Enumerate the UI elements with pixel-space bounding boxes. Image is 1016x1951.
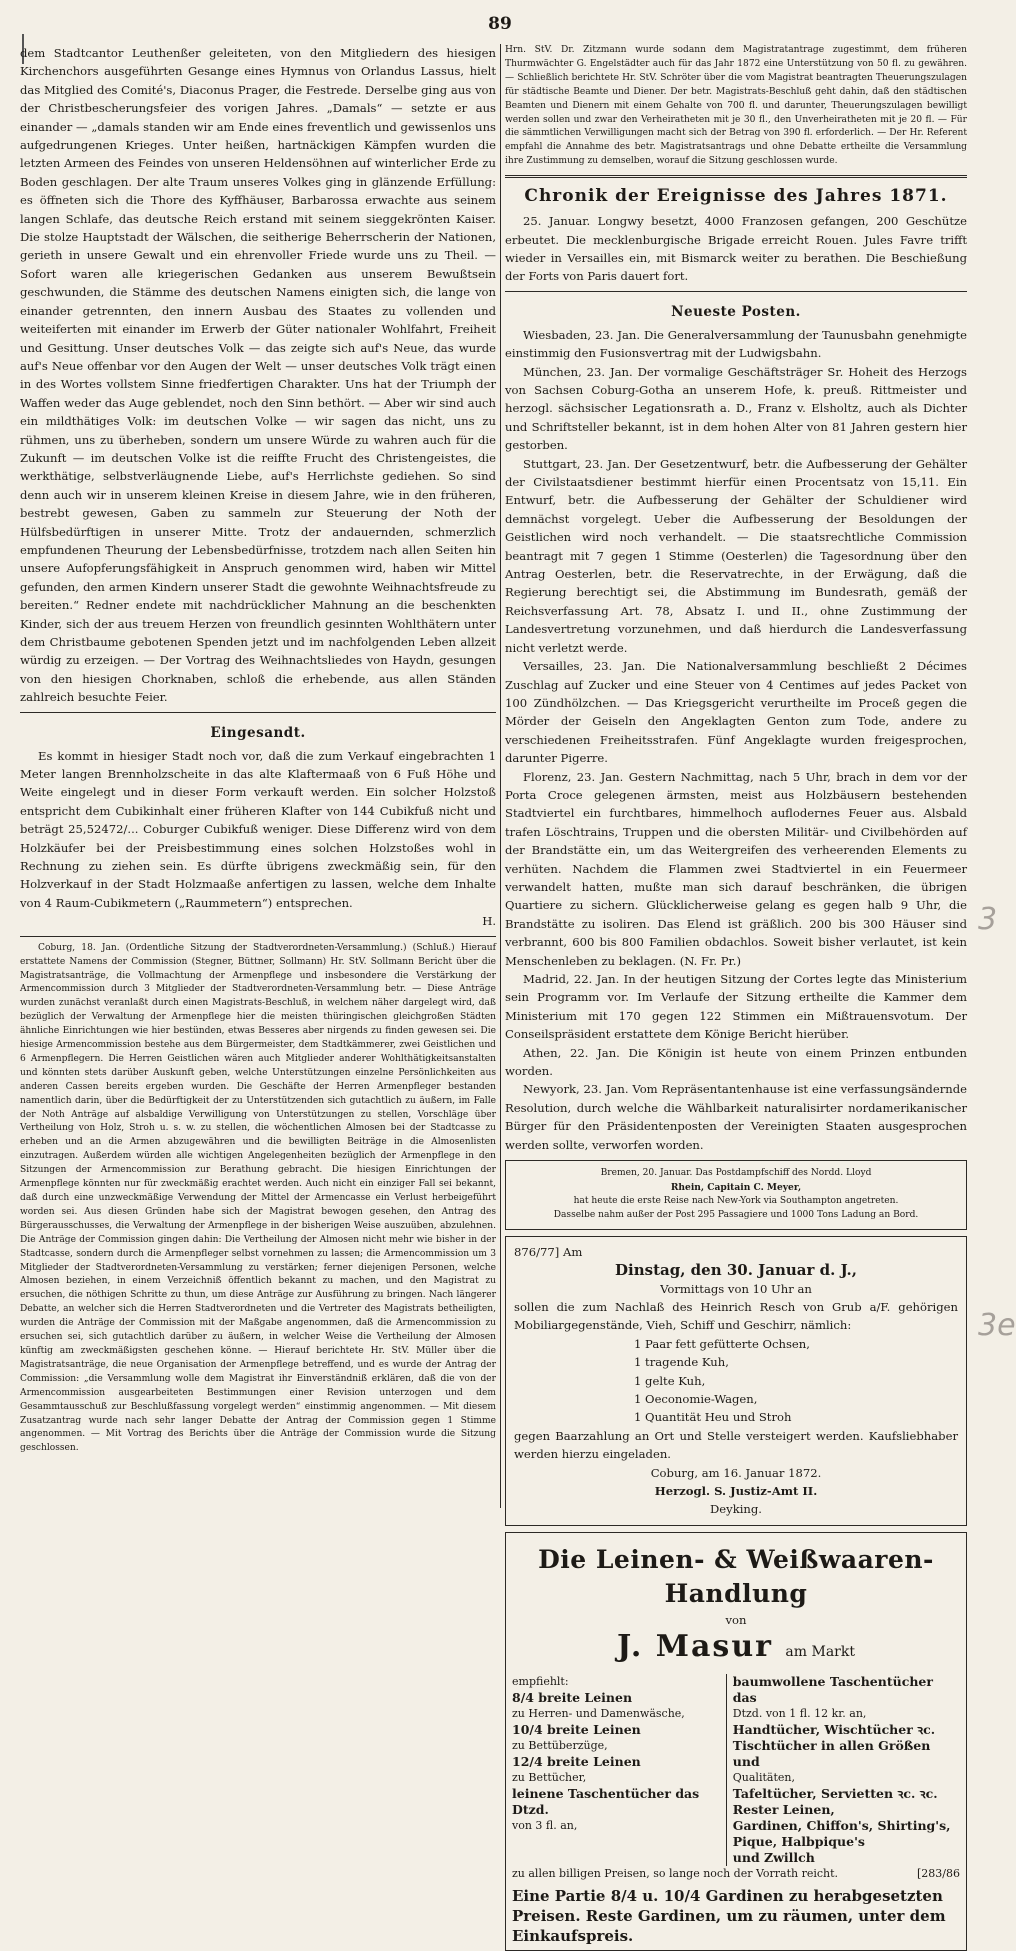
left-column <box>20 44 496 1510</box>
shop-headline: Die Leinen- & Weißwaaren-Handlung <box>538 1544 934 1608</box>
eingesandt-text: Es kommt in hiesiger Stadt noch vor, daß die zum Verkauf eingebrachten 1 Meter langen Brennholzscheite in das alte Klaftermaaß von 6 Fuß Höhe und Weite eingelegt und in dieser Form verkauft werden. Ein solcher Holzstoß entspricht dem Cubikinhalt einer früheren Klafter von 144 Cubikfuß nicht und beträgt 25,52472/... Coburger Cubikfuß weniger. Diese Differenz wird von dem Holzkäufer bei der Preisbestimmung eines solchen Holzstoßes wohl in Rechnung zu ziehen sein. Es dürfte übrigens zweckmäßig sein, für den Holzverkauf in der Stadt Holzmaaße anfertigen zu lassen, welche dem Inhalte von 4 Raum-Cubikmetern („Raummetern“) entsprechen. <box>20 748 496 910</box>
shop-clearance-notice: Eine Partie 8/4 u. 10/4 Gardinen zu herabgesetzten Preisen. Reste Gardinen, um zu räumen, unter dem Einkaufspreis. <box>512 1887 946 1946</box>
auction-office: Herzogl. S. Justiz-Amt II. <box>654 1483 818 1498</box>
shop-item: leinene Taschentücher das Dtzd. <box>512 1786 700 1818</box>
ship-notice-line: hat heute die erste Reise nach New-York via Southampton angetreten. <box>573 1195 899 1206</box>
section-divider <box>505 291 967 292</box>
auction-date: Dinstag, den 30. Januar d. J., <box>615 1261 857 1280</box>
news-item-florenz: Florenz, 23. Jan. Gestern Nachmittag, nach 5 Uhr, brach in dem vor der Porta Croce gelegenen ärmsten, meist aus Holzbäusern bestehenden Stadtviertel ein furchtbares, himmelhoch auflodernes Feuer aus. Alsbald trafen Löschtrains, Truppen und die obersten Militär- und Civilbehörden auf der Brandstätte ein, um das Weitergreifen des verheerenden Elements zu verhüten. Nachdem die Flammen zwei Stadtviertel in ein Feuermeer verwandelt hatten, mußte man sich darauf beschränken, die übrigen Quartiere zu sichern. Glücklicherweise gelang es gegen halb 9 Uhr, die Brandstätte zu isoliren. Das Elend ist gräßlich. 200 bis 300 Häuser sind verbrannt, 600 bis 800 Familien obdachlos. Soweit bisher verlautet, ist kein Menschenleben zu beklagen. (N. Fr. Pr.) <box>505 769 967 968</box>
shop-item: empfiehlt: <box>512 1675 569 1689</box>
auction-item: 1 Paar fett gefütterte Ochsen, <box>634 1336 810 1351</box>
shop-von: von <box>725 1612 747 1627</box>
news-item-muenchen: München, 23. Jan. Der vormalige Geschäftsträger Sr. Hoheit des Herzogs von Sachsen Coburg-Gotha an unserem Hofe, k. preuß. Rittmeister und herzogl. sächsischer Legationsrath a. D., Franz v. Elsholtz, auch als Dichter und Schriftsteller bekannt, ist in dem hohen Alter von 81 Jahren gestern hier gestorben. <box>505 364 967 453</box>
shop-item: 8/4 breite Leinen <box>512 1690 633 1706</box>
shop-item: 10/4 breite Leinen <box>512 1722 641 1738</box>
margin-pencil-mark: 3 <box>978 902 998 937</box>
auction-place-date: Coburg, am 16. Januar 1872. <box>650 1465 822 1480</box>
chronik-entry: 25. Januar. Longwy besetzt, 4000 Franzosen gefangen, 200 Geschütze erbeutet. Die mecklenburgische Brigade erreicht Rouen. Jules Favre trifft wieder in Versailles ein, mit Bismarck weiter zu berathen. Die Beschießung der Forts von Paris dauert fort. <box>505 214 967 284</box>
auction-item: 1 Oeconomie-Wagen, <box>634 1391 758 1406</box>
shop-advertisement <box>505 1532 967 1951</box>
coburg-council-report: Coburg, 18. Jan. (Ordentliche Sitzung der Stadtverordneten-Versammlung.) (Schluß.) Hierauf erstattete Namens der Commission (Stegner, Büttner, Sollmann) Hr. StV. Sollmann Bericht über die Magistratsanträge, die Vollmachtung der Armenpflege und insbesondere die Verstärkung der Armencommission durch 3 Mitglieder der Stadtverordneten-Versammlung betr. — Diese Anträge wurden zunächst veranlaßt durch einen Magistrats-Beschluß, in welchem näher dargelegt wird, daß bezüglich der Verwaltung der Armenpflege hier die meisten thüringischen gleichgroßen Städten ähnliche Einrichtungen wie hier bestünden, etwas Besseres aber nirgends zu finden gewesen sei. Die hiesige Armencommission bestehe aus dem Bürgermeister, dem Stadtkämmerer, zwei Geistlichen und 6 Armenpflegern. Die Herren Geistlichen wären auch Mitglieder anderer Wohlthätigkeitsanstalten und könnten stets darüber Auskunft geben, welche Unterstützungen einzelne Persönlichkeiten aus anderen Cassen bereits ergeben wurden. Die Geschäfte der Herren Armenpfleger bestanden namentlich darin, über die Bedürftigkeit der zu Unterstützenden sich gutachtlich zu äußern, im Falle der Noth Anträge auf alsbaldige Verwilligung von Unterstützungen zu stellen, Vorschläge über Vertheilung von Holz, Stroh u. s. w. zu stellen, die wöchentlichen Almosen bei der Stadtcasse zu erheben und an die Armen abzugewähren und die bewilligten Beiträge in die Almosenlisten einzutragen. Außerdem würden alle wichtigen Angelegenheiten bezüglich der Armenpflege in den Sitzungen der Armencommission zur Berathung gebracht. Die hiesigen Einrichtungen der Armenpflege könnten nur für zweckmäßig erachtet werden. Auch nicht ein einziger Fall sei bekannt, daß durch eine unzweckmäßige Verwendung der Mittel der Armencasse ein Verlust herbeigeführt worden sei. Aus diesen Gründen habe sich der Magistrat bewogen gesehen, den Antrag des Bürgerausschusses, die Verwaltung der Armenpflege in der bisherigen Weise auszuüben, abzulehnen. Die Anträge der Commission gingen dahin: Die Vertheilung der Almosen nicht mehr wie bisher in der Stadtcasse, sondern durch die Armenpfleger selbst vornehmen zu lassen; die Armencommission um 3 Mitglieder der Stadtverordneten-Versammlung zu verstärken; ferner diejenigen Personen, welche Almosen beziehen, in einem Verzeichniß öffentlich bekannt zu machen, und den Magistrat zu ersuchen, die nöthigen Schritte zu thun, um diese Anträge zur Ausführung zu bringen. Nach längerer Debatte, an welcher sich die Herren Stadtverordneten und die Vertreter des Magistrats betheiligten, wurden die Anträge der Commission mit der Maßgabe angenommen, daß die Armencommission zu ersuchen sei, sich gutachtlich darüber zu äußern, in welcher Weise die Vertheilung der Almosen künftig am zweckmäßigsten geschehen könne. — Hierauf berichtete Hr. StV. Müller über die Magistratsanträge, die neue Organisation der Armenpflege betreffend, und es wurde der Antrag der Commission: „die Versammlung wolle dem Magistrat ihr Einverständniß erklären, daß die von der Armencommission ausgearbeiteten Bestimmungen einer Revision unterzogen und dem Gesammtausschuß zur Beschlußfassung vorgelegt werden“ einstimmig angenommen. — Mit diesem Zusatzantrag wurde nach sehr langer Debatte der Antrag der Commission gegen 1 Stimme angenommen. — Mit Vortrag des Berichts über die Anträge der Commission wurde die Sitzung geschlossen. <box>20 942 496 1454</box>
auction-signer: Deyking. <box>709 1502 762 1517</box>
news-item-athen: Athen, 22. Jan. Die Königin ist heute von einem Prinzen entbunden worden. <box>505 1045 967 1079</box>
shop-item: Tischtücher in allen Größen und <box>732 1738 931 1770</box>
news-item-stuttgart: Stuttgart, 23. Jan. Der Gesetzentwurf, betr. die Aufbesserung der Gehälter der Civilstaatsdiener bestimmt hierfür einen Procentsatz von 15,11. Ein Entwurf, betr. die Aufbesserung der Gehälter der Schuldiener wird demnächst vorgelegt. Ueber die Aufbesserung der Besoldungen der Geistlichen wird noch verhandelt. — Die staatsrechtliche Commission beantragt mit 7 gegen 1 Stimme (Oesterlen) die Tagesordnung über den Antrag Oesterlen, betr. die Reservatrechte, in der Erwägung, daß die Regierung berechtigt sei, die Abstimmung im Bundesrath, gemäß der Reichsverfassung Art. 78, Absatz I. und II., ohne Zustimmung der Landesvertretung vorzunehmen, und daß hierdurch die Landesverfassung nicht verletzt werde. <box>505 456 967 655</box>
shop-footer-row <box>512 1866 960 1882</box>
auction-time: Vormittags von 10 Uhr an <box>660 1281 812 1296</box>
eingesandt-signature: H. <box>482 914 496 929</box>
news-item-madrid: Madrid, 22. Jan. In der heutigen Sitzung der Cortes legte das Ministerium sein Programm vor. Im Verlaufe der Sitzung ertheilte die Kammer dem Ministerium mit 170 gegen 122 Stimmen ein Mißtrauensvotum. Der Conseilspräsident erstattete dem Könige Bericht hierüber. <box>505 972 967 1042</box>
shop-items-left <box>512 1674 727 1866</box>
auction-intro: sollen die zum Nachlaß des Heinrich Resch von Grub a/F. gehörigen Mobiliargegenstände, Vieh, Schiff und Geschirr, nämlich: <box>514 1299 958 1333</box>
shop-item: Qualitäten, <box>732 1771 795 1785</box>
news-item-wiesbaden: Wiesbaden, 23. Jan. Die Generalversammlung der Taunusbahn genehmigte einstimmig den Fusionsvertrag mit der Ludwigsbahn. <box>505 327 967 361</box>
page-number: 89 <box>488 14 512 34</box>
ship-name: Rhein, Capitain C. Meyer, <box>670 1181 802 1193</box>
section-divider <box>20 712 496 713</box>
ship-notice-line: Dasselbe nahm außer der Post 295 Passagiere und 1000 Tons Ladung an Bord. <box>553 1209 919 1220</box>
shop-item: baumwollene Taschentücher das <box>732 1674 933 1706</box>
firm-suffix: am Markt <box>785 1644 855 1661</box>
festrede-report: dem Stadtcantor Leuthenßer geleiteten, von den Mitgliedern des hiesigen Kirchenchors ausgeführten Gesange eines Hymnus von Orlandus Lassus, hielt das Mitglied des Comité's, Diaconus Prager, die Festrede. Derselbe ging aus von der Christbescherungsfeier des vorigen Jahres. „Damals“ — setzte er aus einander — „damals standen wir am Ende eines freventlich und gewissenlos uns aufgedrungenen Krieges. Unter heißen, hartnäckigen Kämpfen wurden die letzten Armeen des Feindes von unseren Heldensöhnen auf winterlicher Erde zu Boden geschlagen. Der alte Traum unseres Volkes ging in glänzende Erfüllung: es öffneten sich die Thore des Kyffhäuser, Barbarossa erwachte aus seinem langen Schlafe, das deutsche Reich erstand mit seinem sieggekrönten Kaiser. Die stolze Hauptstadt der Wälschen, die seitherige Beherrscherin der Nationen, gerieth in unsere Gewalt und ein ehrenvoller Friede wurde uns zu Theil. — Sofort waren alle kriegerischen Gedanken aus unserem Bewußtsein geschwunden, die Stämme des deutschen Namens einigten sich, die lange von einander getrennten, den innern Ausbau des Staates zu vollenden und weiteiferten mit einander im Erwerb der Güter nationaler Wohlfahrt, Freiheit und Gesittung. Unser deutsches Volk — das zeigte sich auf's Neue, das wurde auf's Neue offenbar vor den Augen der Welt — unser deutsches Volk trägt einen in des Wortes vollstem Sinne friedfertigen Charakter. Uns hat der Triumph der Waffen weder das Auge geblendet, noch den Sinn bethört. — Aber wir sind auch ein mildthätiges Volk: im deutschen Volke — wir sagen das nicht, uns zu rühmen, uns zu überheben, sondern um unsere Würde zu wahren auch für die Zukunft — im deutschen Volke ist die reiffte Frucht des Christengeistes, die werkthätige, selbstverläugnende Liebe, auf's Herrlichste gediehen. So sind denn auch wir in unserem kleinen Kreise in diesem Jahre, wie in den früheren, bestrebt gewesen, Gaben zu sammeln zur Steuerung der Noth der Hülfsbedürftigen in unserer Mitte. Trotz der andauernden, schmerzlich empfundenen Theurung der Lebensbedürfnisse, trotzdem nach allen Seiten hin unsere Aufopferungsfähigkeit in Anspruch genommen wird, haben wir Mittel gefunden, den armen Kindern unserer Stadt die gewohnte Weihnachtsfreude zu bereiten.“ Redner endete mit nachdrücklicher Mahnung an die beschenkten Kinder, sich der aus treuem Herzen von freundlich gesinnten Wohlthätern unter dem Christbaume gebotenen Spenden jetzt und im nachfolgenden Leben allzeit würdig zu erzeigen. — Der Vortrag des Weihnachtsliedes von Haydn, gesungen von den hiesigen Chorknaben, schloß die erhebende, aus allen Ständen zahlreich besuchte Feier. <box>20 46 496 705</box>
shop-item: zu Bettücher, <box>512 1771 587 1785</box>
shop-item: Dtzd. von 1 fl. 12 kr. an, <box>732 1707 867 1721</box>
section-divider <box>20 936 496 937</box>
shop-item: von 3 fl. an, <box>512 1819 578 1833</box>
shop-item: Handtücher, Wischtücher ꝛc. <box>732 1722 936 1738</box>
shop-items-right <box>733 1674 960 1866</box>
auction-ref: 876/77] Am <box>514 1244 583 1259</box>
right-column <box>505 44 967 1946</box>
shop-item: zu Bettüberzüge, <box>512 1739 608 1753</box>
eingesandt-heading: Eingesandt. <box>210 724 306 741</box>
council-report-continued: Hrn. StV. Dr. Zitzmann wurde sodann dem Magistratantrage zugestimmt, dem früheren Thurmwächter G. Engelstädter auch für das Jahr 1872 eine Unterstützung von 50 fl. zu gewähren. — Schließlich berichtete Hr. StV. Schröter über die vom Magistrat beantragten Theuerungszulagen für städtische Beamte und Diener. Der betr. Magistrats-Beschluß geht dahin, daß den städtischen Beamten und Dienern mit einem Gehalte von 700 fl. und darunter, Theuerungszulagen bewilligt werden sollen und zwar den Verheiratheten mit je 30 fl., den Unverheiratheten mit je 20 fl. — Für die sämmtlichen Verwilligungen macht sich der Betrag von 390 fl. erforderlich. — Der Hr. Referent empfahl die Annahme des betr. Magistratsantrags und ohne Debatte ertheilte die Versammlung ihre Zustimmung zu demselben, worauf die Sitzung geschlossen wurde. <box>505 45 967 167</box>
news-item-newyork: Newyork, 23. Jan. Vom Repräsentantenhause ist eine verfassungsändernde Resolution, durch welche die Wählbarkeit naturalisirter nordamerikanischer Bürger für den Präsidentenposten der Vereinigten Staaten ausgesprochen werden sollte, verworfen worden. <box>505 1082 967 1152</box>
news-item-versailles: Versailles, 23. Jan. Die Nationalversammlung beschließt 2 Décimes Zuschlag auf Zucker und eine Steuer von 4 Centimes auf jedes Packet von 100 Zündhölzchen. — Das Kriegsgericht verurtheilte im Proceß gegen die Mörder der Geiseln den Angeklagten Genton zum Tode, andere zu verschiedenen Freiheitsstrafen. Fünf Angeklagte wurden freigesprochen, darunter Pigerre. <box>505 659 967 766</box>
auction-notice <box>505 1236 967 1526</box>
auction-item: 1 Quantität Heu und Stroh <box>634 1410 792 1425</box>
shop-firm-name <box>512 1629 960 1670</box>
margin-pencil-mark: 3e <box>978 1308 1016 1343</box>
firm-name: J. Masur <box>617 1629 773 1665</box>
ship-notice-line: Bremen, 20. Januar. Das Postdampfschiff des Nordd. Lloyd <box>600 1168 872 1179</box>
shop-item: Gardinen, Chiffon's, Shirting's, Pique, Halbpique's <box>732 1818 951 1850</box>
shop-footer: zu allen billigen Preisen, so lange noch der Vorrath reicht. <box>512 1867 839 1881</box>
column-rule <box>500 44 501 1508</box>
section-divider <box>505 175 967 178</box>
shop-item: 12/4 breite Leinen <box>512 1754 641 1770</box>
shop-ref: [283/86 <box>917 1867 960 1881</box>
chronik-heading: Chronik der Ereignisse des Jahres 1871. <box>524 186 948 207</box>
shop-item-grid <box>512 1674 960 1866</box>
ship-notice <box>505 1160 967 1230</box>
auction-terms: gegen Baarzahlung an Ort und Stelle versteigert werden. Kaufsliebhaber werden hierzu eingeladen. <box>514 1428 958 1462</box>
shop-item: Rester Leinen, <box>732 1802 835 1818</box>
shop-item: Tafeltücher, Servietten ꝛc. ꝛc. <box>732 1786 938 1802</box>
news-heading: Neueste Posten. <box>671 303 801 320</box>
auction-item: 1 gelte Kuh, <box>634 1373 706 1388</box>
shop-item: und Zwillch <box>732 1850 815 1866</box>
auction-item: 1 tragende Kuh, <box>634 1355 729 1370</box>
shop-item: zu Herren- und Damenwäsche, <box>512 1707 685 1721</box>
